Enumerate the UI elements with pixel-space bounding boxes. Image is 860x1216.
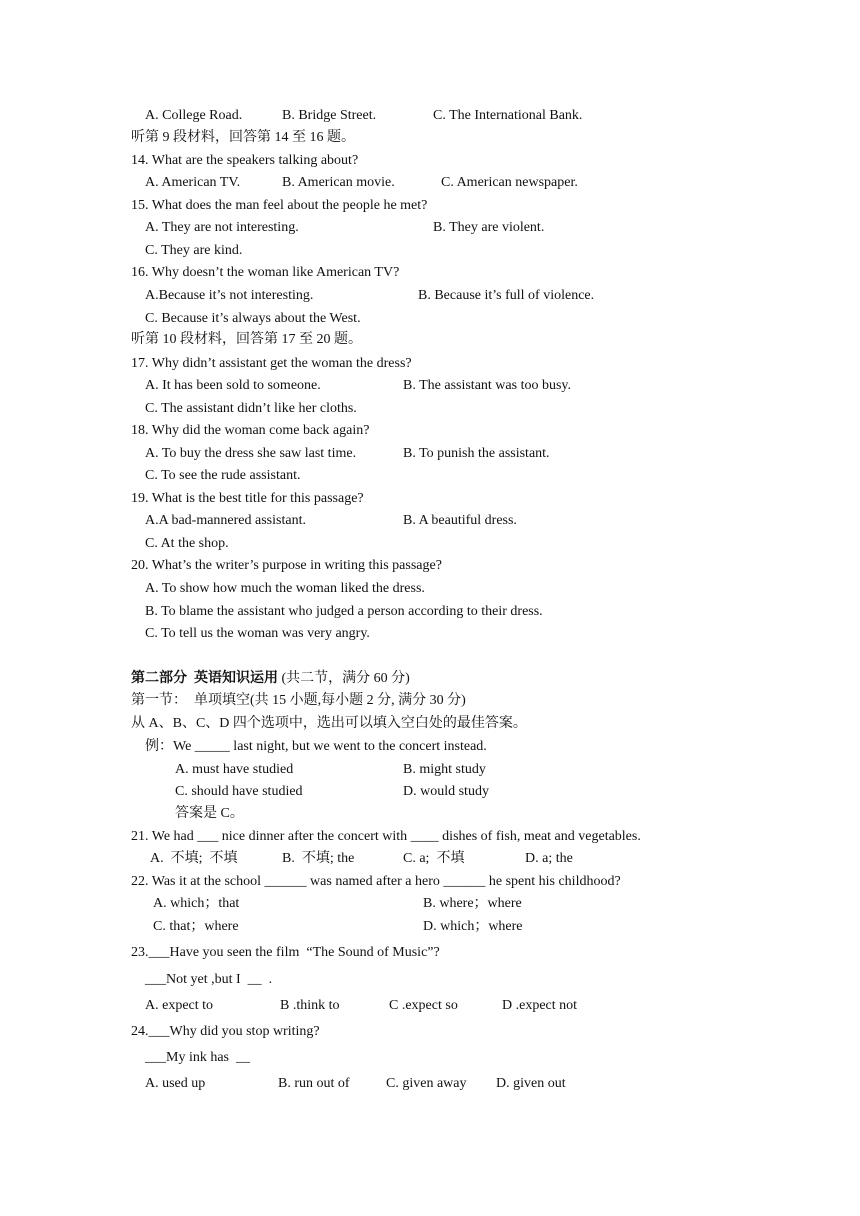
q15-option-b: B. They are violent. xyxy=(433,220,545,235)
question-19: 19. What is the best title for this passage? xyxy=(131,491,364,506)
q22-option-d: D. which；where xyxy=(423,919,523,934)
q17-option-c: C. The assistant didn’t like her cloths. xyxy=(145,401,357,416)
q24-response: ___My ink has __ xyxy=(145,1050,250,1065)
part-2-heading xyxy=(131,670,410,688)
q24-option-b: B. run out of xyxy=(278,1076,350,1091)
q19-option-c: C. At the shop. xyxy=(145,536,229,551)
example-option-c: C. should have studied xyxy=(175,784,303,799)
instruction-passage-10: 听第 10 段材料，回答第 17 至 20 题。 xyxy=(131,332,362,347)
part-2-score: (共二节，满分 60 分) xyxy=(278,671,410,686)
question-23: 23.___Have you seen the film “The Sound of Music”? xyxy=(131,945,440,960)
example-answer: 答案是 C。 xyxy=(175,806,244,821)
q21-option-c: C. a; 不填 xyxy=(403,851,465,866)
q23-option-d: D .expect not xyxy=(502,998,578,1013)
q23-option-a: A. expect to xyxy=(145,998,214,1013)
section-1-heading: 第一节： 单项填空(共 15 小题,每小题 2 分, 满分 30 分) xyxy=(131,693,466,708)
part-2-title: 第二部分 英语知识运用 xyxy=(131,671,278,686)
q21-option-d: D. a; the xyxy=(525,851,573,866)
q16-option-a: A.Because it’s not interesting. xyxy=(145,288,314,303)
section-instructions: 从 A、B、C、D 四个选项中，选出可以填入空白处的最佳答案。 xyxy=(131,716,527,731)
question-22: 22. Was it at the school ______ was named after a hero ______ he spent his childhood? xyxy=(131,874,621,889)
q24-option-a: A. used up xyxy=(145,1076,206,1091)
example-option-b: B. might study xyxy=(403,762,486,777)
q20-option-c: C. To tell us the woman was very angry. xyxy=(145,626,370,641)
q13-option-a: A. College Road. xyxy=(145,108,243,123)
q24-option-c: C. given away xyxy=(386,1076,467,1091)
q18-option-a: A. To buy the dress she saw last time. xyxy=(145,446,357,461)
example-option-a: A. must have studied xyxy=(175,762,294,777)
question-18: 18. Why did the woman come back again? xyxy=(131,423,370,438)
q13-option-b: B. Bridge Street. xyxy=(282,108,377,123)
q21-option-a: A. 不填; 不填 xyxy=(150,851,238,866)
q23-option-b: B .think to xyxy=(280,998,340,1013)
q23-option-c: C .expect so xyxy=(389,998,458,1013)
q17-option-a: A. It has been sold to someone. xyxy=(145,378,321,393)
q20-option-a: A. To show how much the woman liked the dress. xyxy=(145,581,425,596)
question-16: 16. Why doesn’t the woman like American TV? xyxy=(131,265,400,280)
q24-option-d: D. given out xyxy=(496,1076,566,1091)
q22-option-a: A. which；that xyxy=(153,896,240,911)
q13-option-c: C. The International Bank. xyxy=(433,108,583,123)
q20-option-b: B. To blame the assistant who judged a person according to their dress. xyxy=(145,604,543,619)
q15-option-c: C. They are kind. xyxy=(145,243,243,258)
question-21: 21. We had ___ nice dinner after the concert with ____ dishes of fish, meat and vegetables. xyxy=(131,829,641,844)
q21-option-b: B. 不填; the xyxy=(282,851,355,866)
question-15: 15. What does the man feel about the people he met? xyxy=(131,198,428,213)
q22-option-b: B. where；where xyxy=(423,896,522,911)
q16-option-c: C. Because it’s always about the West. xyxy=(145,311,361,326)
q16-option-b: B. Because it’s full of violence. xyxy=(418,288,595,303)
question-20: 20. What’s the writer’s purpose in writing this passage? xyxy=(131,558,442,573)
q18-option-b: B. To punish the assistant. xyxy=(403,446,550,461)
q14-option-a: A. American TV. xyxy=(145,175,241,190)
example-option-d: D. would study xyxy=(403,784,489,799)
q19-option-b: B. A beautiful dress. xyxy=(403,513,517,528)
example-question: 例：We _____ last night, but we went to the concert instead. xyxy=(145,739,487,754)
question-14: 14. What are the speakers talking about? xyxy=(131,153,359,168)
q15-option-a: A. They are not interesting. xyxy=(145,220,299,235)
q23-response: ___Not yet ,but I __ . xyxy=(145,972,273,987)
question-17: 17. Why didn’t assistant get the woman the dress? xyxy=(131,356,412,371)
q14-option-c: C. American newspaper. xyxy=(441,175,578,190)
q19-option-a: A.A bad-mannered assistant. xyxy=(145,513,306,528)
instruction-passage-9: 听第 9 段材料，回答第 14 至 16 题。 xyxy=(131,130,355,145)
question-24: 24.___Why did you stop writing? xyxy=(131,1024,320,1039)
q18-option-c: C. To see the rude assistant. xyxy=(145,468,301,483)
q22-option-c: C. that；where xyxy=(153,919,239,934)
q14-option-b: B. American movie. xyxy=(282,175,395,190)
q17-option-b: B. The assistant was too busy. xyxy=(403,378,571,393)
